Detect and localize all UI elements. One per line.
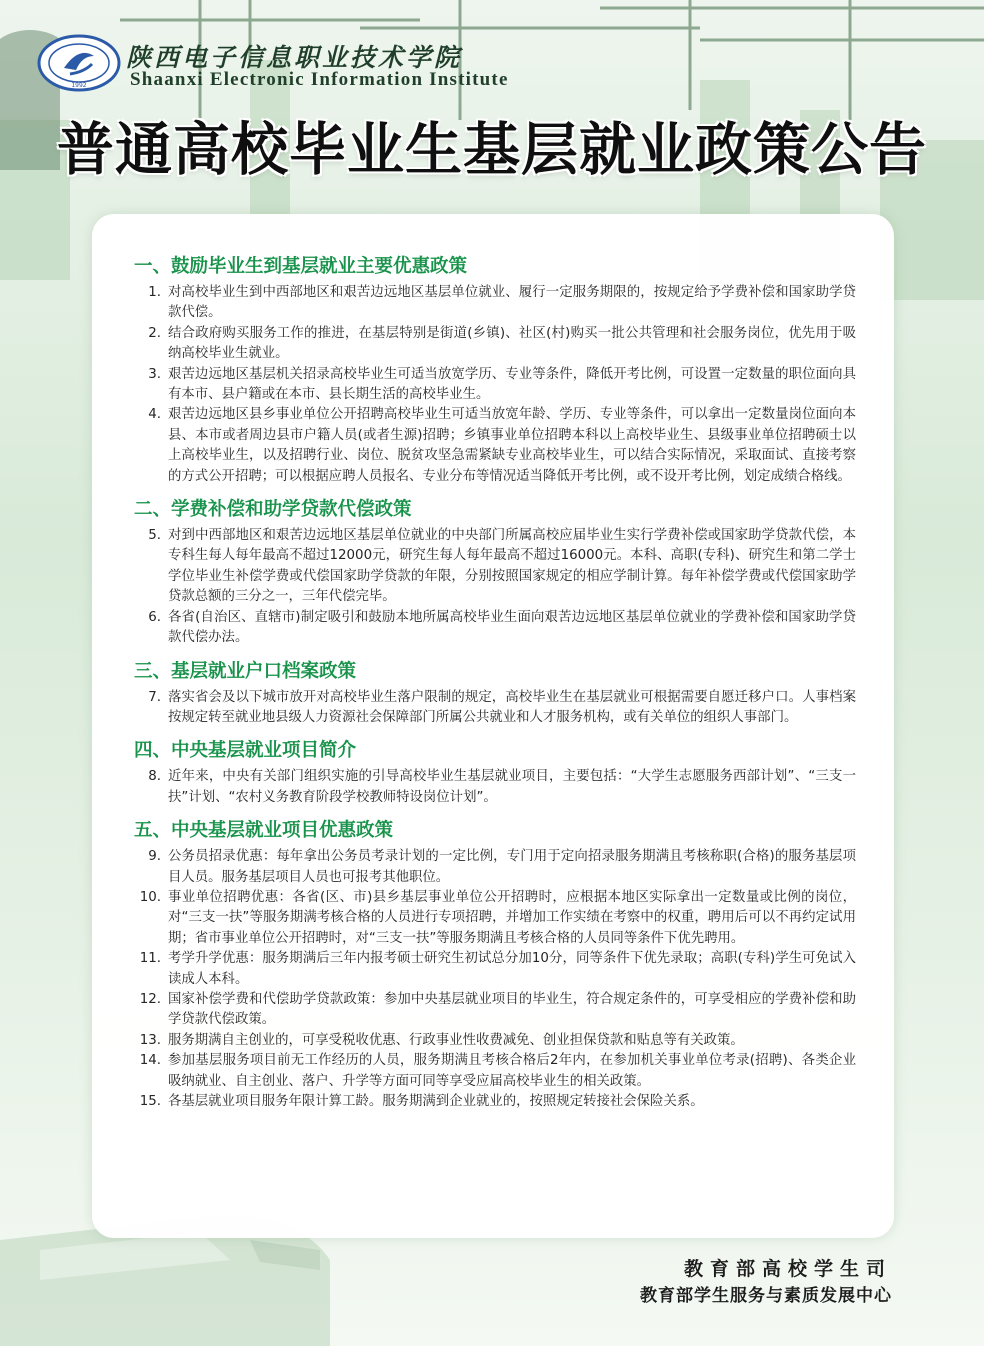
item-text: 各基层就业项目服务年限计算工龄。服务期满到企业就业的，按照规定转接社会保险关系。 <box>168 1094 704 1109</box>
item-text: 艰苦边远地区基层机关招录高校毕业生可适当放宽学历、专业等条件，降低开考比例，可设置一定数量的职位面向具有本市、县户籍或在本市、县长期生活的高校毕业生。 <box>168 366 856 403</box>
policy-section <box>134 659 856 729</box>
item-number: 10. <box>139 889 161 905</box>
policy-item <box>134 949 856 990</box>
section-title: 二、学费补偿和助学贷款代偿政策 <box>134 499 412 521</box>
item-number: 6. <box>148 609 161 625</box>
item-number: 14. <box>139 1053 161 1069</box>
policy-section <box>134 254 856 487</box>
policy-section <box>134 738 856 808</box>
footer-issuer-2: 教育部学生服务与素质发展中心 <box>640 1286 892 1306</box>
item-number: 4. <box>148 407 161 423</box>
item-text: 各省(自治区、直辖市)制定吸引和鼓励本地所属高校毕业生面向艰苦边远地区基层单位就业的学费补偿和国家助学贷款代偿办法。 <box>168 609 856 646</box>
policy-section <box>134 818 856 1112</box>
policy-item <box>134 767 856 808</box>
policy-item <box>134 365 856 406</box>
policy-item <box>134 847 856 888</box>
section-title: 一、鼓励毕业生到基层就业主要优惠政策 <box>134 256 468 277</box>
item-number: 5. <box>148 528 161 544</box>
item-number: 7. <box>148 689 161 705</box>
item-number: 12. <box>139 991 161 1007</box>
school-logo-icon <box>36 34 122 92</box>
policy-section <box>134 497 856 648</box>
policy-item <box>134 324 856 365</box>
section-title: 五、中央基层就业项目优惠政策 <box>134 820 394 842</box>
item-text: 公务员招录优惠：每年拿出公务员考录计划的一定比例，专门用于定向招录服务期满且考核称职(合格)的服务基层项目人员。服务基层项目人员也可报考其他职位。 <box>168 849 856 885</box>
policy-item <box>134 888 856 949</box>
policy-item <box>134 405 856 487</box>
school-name-chinese: 陕西电子信息职业技术学院 <box>126 43 463 72</box>
page-title: 普通高校毕业生基层就业政策公告 <box>57 117 927 183</box>
item-text: 参加基层服务项目前无工作经历的人员，服务期满且考核合格后2年内，在参加机关事业单位考录(招聘)、各类企业吸纳就业、自主创业、落户、升学等方面可同等享受应届高校毕业生的相关政策。 <box>168 1053 856 1089</box>
section-title: 四、中央基层就业项目简介 <box>134 740 357 762</box>
policy-item <box>134 688 856 729</box>
item-number: 9. <box>148 849 161 865</box>
item-number: 1. <box>148 285 161 300</box>
item-number: 8. <box>148 769 161 785</box>
item-text: 对高校毕业生到中西部地区和艰苦边远地区基层单位就业、履行一定服务期限的，按规定给予学费补偿和国家助学贷款代偿。 <box>168 285 856 321</box>
item-text: 落实省会及以下城市放开对高校毕业生落户限制的规定，高校毕业生在基层就业可根据需要自愿迁移户口。人事档案按规定转至就业地县级人力资源社会保障部门所属公共就业和人才服务机构，或有关单位的组织人事部门。 <box>168 689 856 725</box>
item-number: 11. <box>139 951 161 967</box>
school-name-english: Shaanxi Electronic Information Institute <box>130 69 509 90</box>
svg-text:1992: 1992 <box>71 82 87 89</box>
policy-item <box>134 1031 856 1051</box>
policy-item <box>134 990 856 1031</box>
item-text: 服务期满自主创业的，可享受税收优惠、行政事业性收费减免、创业担保贷款和贴息等有关政策。 <box>168 1032 744 1048</box>
policy-item <box>134 608 856 649</box>
item-number: 3. <box>148 366 161 382</box>
section-title: 三、基层就业户口档案政策 <box>134 660 357 682</box>
item-text: 对到中西部地区和艰苦边远地区基层单位就业的中央部门所属高校应届毕业生实行学费补偿或国家助学贷款代偿，本专科生每人每年最高不超过12000元，研究生每人每年最高不超过16000元。本科、高职(专科)、研究生和第二学士学位毕业生补偿学费或代偿国家助学贷款的年限，分别按照国家规定的相应学制计算。每年补偿学费或代偿国家助学贷款总额的三分之一，三年代偿完毕。 <box>168 528 856 605</box>
item-text: 艰苦边远地区县乡事业单位公开招聘高校毕业生可适当放宽年龄、学历、专业等条件，可以拿出一定数量岗位面向本县、本市或者周边县市户籍人员(或者生源)招聘；乡镇事业单位招聘本科以上高校毕业生、县级事业单位招聘硕士以上高校毕业生，以及招聘行业、岗位、脱贫攻坚急需紧缺专业高校毕业生，可以结合实际情况，采取面试、直接考察的方式公开招聘；可以根据应聘人员报名、专业分布等情况适当降低开考比例，或不设开考比例，划定成绩合格线。 <box>168 407 856 484</box>
item-text: 结合政府购买服务工作的推进，在基层特别是街道(乡镇)、社区(村)购买一批公共管理和社会服务岗位，优先用于吸纳高校毕业生就业。 <box>168 325 856 362</box>
item-number: 15. <box>139 1094 161 1109</box>
footer-issuer-1: 教育部高校学生司 <box>683 1258 892 1280</box>
item-text: 近年来，中央有关部门组织实施的引导高校毕业生基层就业项目，主要包括：“大学生志愿服务西部计划”、“三支一扶”计划、“农村义务教育阶段学校教师特设岗位计划”。 <box>168 769 856 805</box>
policy-item <box>134 1051 856 1092</box>
item-text: 事业单位招聘优惠：各省(区、市)县乡基层事业单位公开招聘时，应根据本地区实际拿出一定数量或比例的岗位，对“三支一扶”等服务期满考核合格的人员进行专项招聘，并增加工作实绩在考察中的权重，聘用后可以不再约定试用期；省市事业单位公开招聘时，对“三支一扶”等服务期满且考核合格的人员同等条件下优先聘用。 <box>168 889 856 946</box>
policy-content <box>134 254 856 1122</box>
item-text: 国家补偿学费和代偿助学贷款政策：参加中央基层就业项目的毕业生，符合规定条件的，可享受相应的学费补偿和助学贷款代偿政策。 <box>168 991 856 1028</box>
policy-item <box>134 526 856 608</box>
policy-item <box>134 1092 856 1112</box>
policy-item <box>134 283 856 324</box>
item-number: 2. <box>148 325 161 341</box>
item-text: 考学升学优惠：服务期满后三年内报考硕士研究生初试总分加10分，同等条件下优先录取；高职(专科)学生可免试入读成人本科。 <box>168 951 856 987</box>
item-number: 13. <box>139 1032 161 1048</box>
